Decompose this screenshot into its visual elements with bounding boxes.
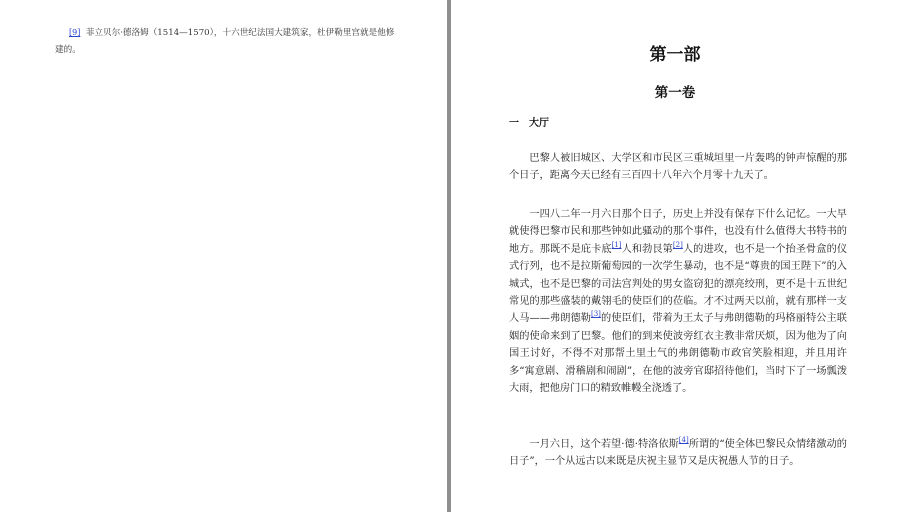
footnote-ref-2[interactable]: [2]: [672, 240, 683, 249]
chapter-title: 一 大厅: [509, 118, 549, 129]
part-title: 第一部: [649, 45, 701, 65]
left-page: [0, 0, 447, 512]
volume-title: 第一卷: [654, 85, 696, 101]
paragraph-2-text-a: 一四八二年一月六日那个日子，历史上并没有保存下什么记忆。一大早就使得巴黎市民和那些钟如此骚动的那个事件，也没有什么值得大书特书的地方。那既不是庇卡底: [509, 209, 847, 255]
footnote-9: [55, 24, 397, 59]
right-page: [451, 0, 899, 512]
footnote-ref-1[interactable]: [1]: [611, 240, 622, 249]
paragraph-2: [509, 206, 847, 397]
paragraph-3: [509, 436, 847, 471]
paragraph-1-text: 巴黎人被旧城区、大学区和市民区三重城垣里一片轰鸣的钟声惊醒的那个日子，距离今天已经有三百四十八年六个月零十九天了。: [509, 153, 847, 182]
paragraph-2-text-d: 的使臣们，带着为王太子与弗朗德勒的玛格丽特公主联姻的使命来到了巴黎。他们的到来使波旁红衣主教非常厌烦，因为他为了向国王讨好，不得不对那帮土里土气的弗朗德勒市政官笑脸相迎，并且用许多“寓意剧、滑稽剧和闹剧”，在他的波旁官邸招待他们，当时下了一场瓢泼大雨，把他房门口的精致帷幔全浇透了。: [509, 313, 847, 395]
paragraph-3-text-a: 一月六日，这个若望·德·特洛依斯: [529, 439, 679, 450]
paragraph-2-text-b: 人和勃艮第: [621, 243, 673, 255]
footnote-ref-4[interactable]: [4]: [678, 436, 689, 444]
footnote-ref-3[interactable]: [3]: [590, 310, 601, 319]
paragraph-3-text-b: 所谓的“使全体巴黎民众情绪激动的日子”，一个从远古以来既是庆祝主显节又是庆祝愚人节的日子。: [509, 439, 847, 468]
paragraph-1: [509, 150, 847, 185]
footnote-backlink-9[interactable]: [9]: [69, 28, 81, 37]
paragraph-2-text-c: 人的进攻，也不是一个抬圣骨盒的仪式行列，也不是拉斯葡萄园的一次学生暴动，也不是“尊贵的国王陛下”的入城式，也不是巴黎的司法宫判处的男女盗窃犯的漂亮绞刑，更不是十五世纪常见的那些盛装的戴翎毛的使臣们的莅临。才不过两天以前，就有那样一支人马——弗朗德勒: [509, 243, 848, 325]
footnote-text: 菲立贝尔·德洛姆（1514—1570），十六世纪法国大建筑家，杜伊勒里宫就是他修建的。: [55, 28, 395, 55]
